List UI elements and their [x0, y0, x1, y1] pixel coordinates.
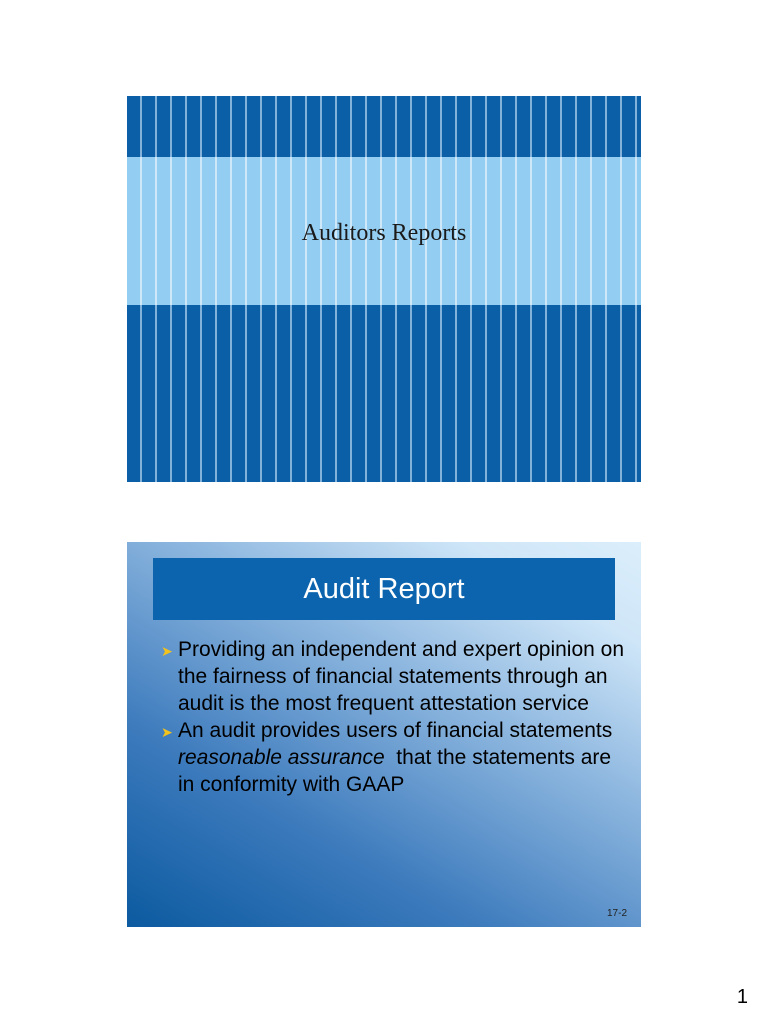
slide-2-header: [153, 558, 615, 620]
emphasis-text: reasonable assurance: [178, 746, 385, 769]
bullet-item: [161, 717, 631, 798]
bullet-text: [178, 719, 617, 796]
slide-1: [127, 96, 641, 482]
bullet-text-part: An audit provides users of financial statements: [178, 719, 613, 742]
bullet-text: Providing an independent and expert opinion on the fairness of financial statements through an audit is the most frequent attestation service: [178, 638, 625, 715]
arrow-bullet-icon: ➤: [161, 724, 173, 740]
page-number: 1: [736, 986, 748, 1008]
slide-number: 17-2: [606, 908, 627, 919]
bullet-text-part: that the statements are in conformity with GAAP: [178, 746, 617, 796]
bullet-item: [161, 636, 631, 717]
slide-2-title: Audit Report: [303, 573, 465, 605]
slide-2: [127, 542, 641, 927]
slide-1-title: Auditors Reports: [301, 220, 467, 246]
arrow-bullet-icon: ➤: [161, 643, 173, 659]
bullet-list: [161, 636, 631, 798]
